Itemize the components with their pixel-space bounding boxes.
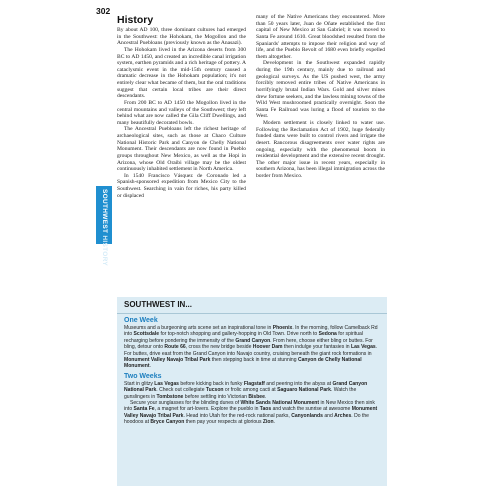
place-name: Flagstaff (243, 380, 265, 387)
place-name: Taos (259, 406, 272, 413)
two-weeks-heading: Two Weeks (124, 372, 162, 380)
place-name: Tombstone (156, 393, 184, 400)
place-name: Hoover Dam (252, 344, 283, 351)
side-tab-label (101, 189, 108, 266)
history-paragraph: In 1540 Francisco Vásquez de Coronado led a Spanish-sponsored expedition from Mexico City to the Southwest. Searching in vain for riches, his party killed or displaced (117, 172, 246, 199)
history-paragraph: The Ancestral Puebloans left the richest heritage of archaeological sites, such as those at Chaco Culture National Historic Park and Canyon de Chelly National Monument. Their descendants are now found in Pueblo groups throughout New Mexico, as well as the Hopi in Arizona, whose Old Oraibi village may be the oldest continuously inhabited settlement in North America. (117, 126, 246, 173)
place-name: Scottsdale (133, 331, 160, 338)
history-paragraph: many of the Native Americans they encountered. More than 50 years later, Juan de Oñate established the first capital of New Mexico at San Gabriel; it was moved to Santa Fe around 1610. Great bloodshed resulted from the Spaniards' attempts to impose their religion and way of life, and the Pueblo Revolt of 1680 even briefly expelled them altogether. (256, 14, 385, 60)
two-weeks-paragraph: Start in glitzy Las Vegas before kicking back in funky Flagstaff and peering into the abyss at Grand Canyon National Park. Check out collegiate Tucson or frolic among cacti at Saguaro National Park. Watch the gunslingers in Tombstone before settling into Victorian Bisbee. (124, 380, 368, 400)
place-name: Tucson (205, 387, 224, 394)
history-paragraph: Modern settlement is closely linked to water use. Following the Reclamation Act of 1902, huge federally funded dams were built to control rivers and irrigate the desert. Rancorous disagreements over water rights are ongoing, especially with the phenomenal boom in residential development and the extensive recent drought. The other major issue in recent years, especially in southern Arizona, has been illegal immigration across the border from Mexico. (256, 120, 385, 179)
two-weeks-paragraph: Secure your sunglasses for the blinding dunes of White Sands National Monument in New Mexico then sink into Santa Fe, a magnet for art-lovers. Explore the pueblo in Taos and watch the sunrise at awesome Monument Valley Navajo Tribal Park. Head into Utah for the red-rock national parks, Canyonlands and Arches. Do the hoodoos at Bryce Canyon then pay your respects at glorious Zion. (124, 400, 378, 426)
history-column-right (256, 14, 385, 180)
place-name: Saguaro National Park (277, 387, 331, 394)
side-tab-section: SOUTHWEST (101, 189, 108, 234)
history-paragraph: By about AD 100, three dominant cultures had emerged in the Southwest: the Hohokam, the Mogollon and the Ancestral Puebloans (previously known as the Anasazi). (117, 27, 246, 47)
history-paragraph: Development in the Southwest expanded rapidly during the 19th century, mainly due to railroad and geological surveys. As the US pushed west, the army forcibly removed entire tribes of Native Americans in horrifyingly brutal Indian Wars. Gold and silver mines drew fortune seekers, and the lawless mining towns of the Wild West mushroomed practically overnight. Soon the Santa Fe Railroad was luring a flood of tourists to the West. (256, 60, 385, 120)
place-name: Canyonlands (291, 412, 323, 419)
place-name: Monument Valley Navajo Tribal Park (124, 406, 378, 419)
itinerary-box (117, 297, 387, 486)
history-column-left (117, 14, 246, 199)
place-name: Phoenix (272, 325, 293, 331)
history-heading: History (117, 14, 154, 26)
place-name: Bryce Canyon (150, 419, 185, 426)
place-name: Canyon de Chelly National Monument (124, 357, 362, 370)
place-name: Grand Canyon National Park (124, 380, 368, 394)
place-name: Arches (334, 412, 352, 419)
history-paragraph: From 200 BC to AD 1450 the Mogollon lived in the central mountains and valleys of the Southwest; they left behind what are now called the Gila Cliff Dwellings, and many beautifully decorated bowls. (117, 99, 246, 126)
itinerary-box-title: SOUTHWEST IN... (117, 297, 387, 314)
place-name: Santa Fe (133, 406, 155, 413)
place-name: Route 66 (164, 344, 186, 351)
place-name: Las Vegas (154, 380, 179, 387)
place-name: White Sands National Monument (240, 400, 320, 407)
page-number: 302 (96, 6, 111, 16)
one-week-heading: One Week (124, 317, 158, 324)
place-name: Zion (262, 419, 274, 426)
place-name: Monument Valley Navajo Tribal Park (124, 357, 211, 364)
place-name: Las Vegas (351, 344, 376, 351)
history-paragraph: The Hohokam lived in the Arizona deserts from 300 BC to AD 1450, and created an incredible canal irrigation system, earthen pyramids and a rich heritage of pottery. A cataclysmic event in the mid-15th century caused a dramatic decrease in the Hohokam population; it's not entirely clear what became of them, but the oral traditions suggest that certain local tribes are their direct descendants. (117, 46, 246, 100)
place-name: Grand Canyon (235, 337, 271, 344)
place-name: Sedona (318, 331, 337, 338)
side-tab-topic: HISTORY (101, 235, 108, 266)
one-week-paragraph: Museums and a burgeoning arts scene set an inspirational tone in Phoenix. In the morning, follow Camelback Rd into Scottsdale for top-notch shopping and gallery-hopping in Old Town. Drive north to Sedona for spiritual recharging before pondering the immensity of the Grand Canyon. From here, choose either bling or buttes. For bling, detour onto Route 66, cross the new bridge beside Hoover Dam then indulge your fantasies in Las Vegas. For buttes, drive east from the Grand Canyon into Navajo country, cruising beneath the giant rock formations in Monument Valley Navajo Tribal Park then stepping back in time at stunning Canyon de Chelly National Monument. (124, 325, 378, 370)
place-name: Bisbee (248, 393, 265, 400)
